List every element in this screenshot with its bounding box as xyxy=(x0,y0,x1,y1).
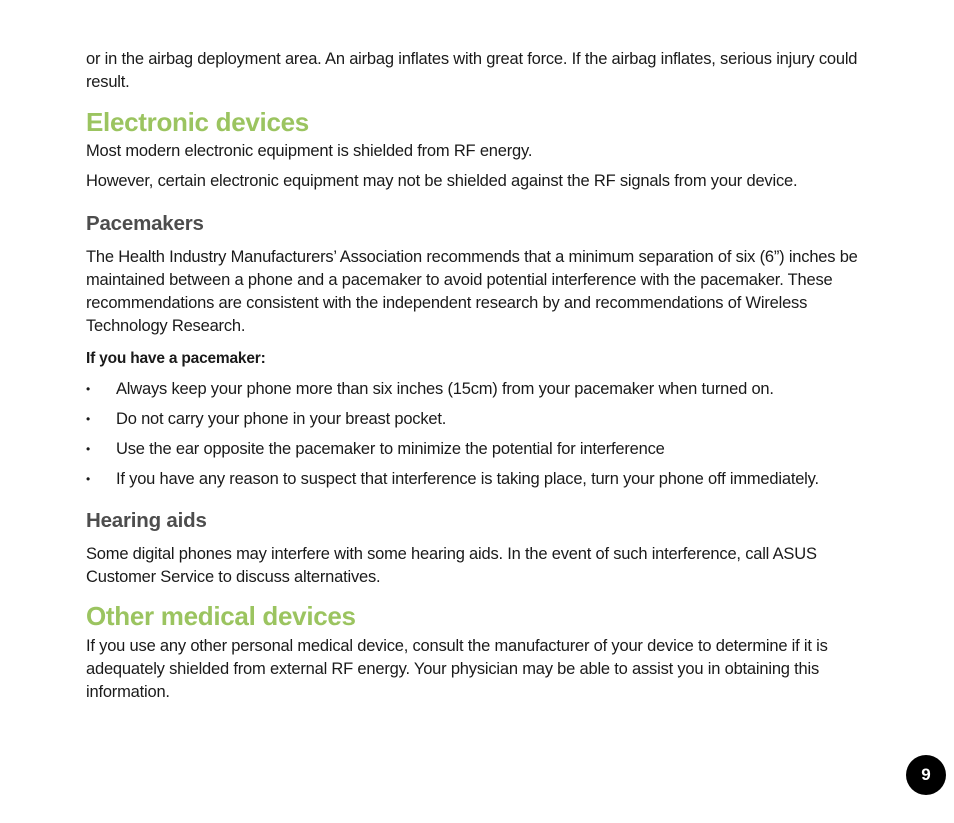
intro-paragraph: or in the airbag deployment area. An airbag inflates with great force. If the airbag inflates, serious injury could result. xyxy=(86,50,858,91)
bullet-icon: • xyxy=(86,412,91,426)
electronic-devices-heading: Electronic devices xyxy=(86,107,309,137)
bullet-icon: • xyxy=(86,472,91,486)
list-item-text: If you have any reason to suspect that interference is taking place, turn your phone off immediately. xyxy=(116,470,819,488)
list-item-text: Always keep your phone more than six inches (15cm) from your pacemaker when turned on. xyxy=(116,380,774,398)
list-item-text: Do not carry your phone in your breast pocket. xyxy=(116,410,447,428)
other-medical-devices-heading: Other medical devices xyxy=(86,601,356,631)
list-item xyxy=(86,378,876,401)
pacemaker-lead: If you have a pacemaker: xyxy=(86,350,266,367)
hearing-aids-paragraph: Some digital phones may interfere with some hearing aids. In the event of such interference, call ASUS Customer Service to discuss alternatives. xyxy=(86,545,817,586)
page-number-badge: 9 xyxy=(906,755,946,795)
electronic-paragraph-1: Most modern electronic equipment is shielded from RF energy. xyxy=(86,142,533,160)
list-item-text: Use the ear opposite the pacemaker to minimize the potential for interference xyxy=(116,440,665,458)
other-medical-paragraph: If you use any other personal medical device, consult the manufacturer of your device to determine if it is adequately shielded from external RF energy. Your physician may be able to assist you in obtaining this information. xyxy=(86,637,828,701)
list-item xyxy=(86,438,876,461)
list-item xyxy=(86,468,876,491)
electronic-paragraph-2: However, certain electronic equipment may not be shielded against the RF signals from your device. xyxy=(86,172,798,190)
hearing-aids-heading: Hearing aids xyxy=(86,509,207,532)
pacemaker-list xyxy=(86,378,876,491)
pacemakers-paragraph: The Health Industry Manufacturers’ Association recommends that a minimum separation of six (6”) inches be maintained between a phone and a pacemaker to avoid potential interference with the pacemaker. These recommendations are consistent with the independent research by and recommendations of Wireless Technology Research. xyxy=(86,248,858,335)
page-content xyxy=(86,48,876,704)
bullet-icon: • xyxy=(86,442,91,456)
pacemakers-heading: Pacemakers xyxy=(86,212,204,235)
list-item xyxy=(86,408,876,431)
bullet-icon: • xyxy=(86,382,91,396)
